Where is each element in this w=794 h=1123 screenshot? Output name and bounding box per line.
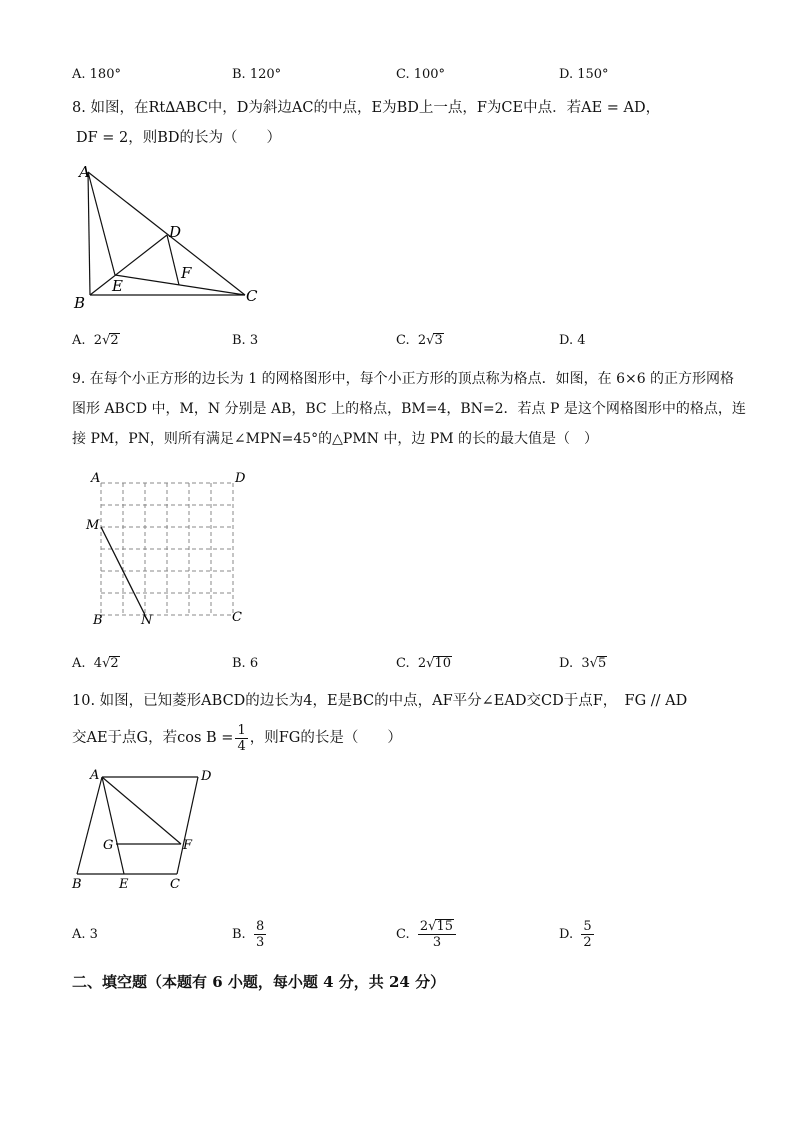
q8-option-b: B. 3	[232, 333, 259, 348]
q7-option-d: D. 150°	[559, 67, 609, 82]
q8-option-a: A. 2√2	[72, 333, 119, 348]
q8-label-d: D	[169, 223, 182, 241]
q9-option-b: B. 6	[232, 656, 259, 671]
q10-label-f: F	[183, 838, 193, 853]
q10-figure	[65, 765, 230, 895]
q10-option-d: D. $\frac{5}{2}$	[559, 918, 592, 950]
q10-text-line1: 10. 如图，已知菱形ABCD的边长为4，E是BC的中点，AF平分∠EAD交CD于点F， FG // AD	[72, 693, 688, 709]
q9-label-b: B	[93, 613, 103, 628]
q9-text-line2: 图形 ABCD 中，M，N 分别是 AB，BC 上的格点，BM=4，BN=2．若点 P 是这个网格图形中的格点，连	[72, 401, 746, 417]
q9-option-d: D. 3√5	[559, 656, 607, 671]
q10-option-a: A. 3	[72, 927, 98, 942]
q10-option-b: B. $\frac{8}{3}$	[232, 918, 265, 950]
q9-figure	[85, 468, 260, 630]
q8-label-c: C	[246, 287, 258, 305]
q8-option-c: C. 2√3	[396, 333, 443, 348]
section-2-heading: 二、填空题（本题有 6 小题，每小题 4 分，共 24 分）	[72, 973, 446, 991]
q8-label-f: F	[181, 264, 192, 282]
q10-text-line2: 交AE于点G，若cos B = $\frac{1}{4}$ ，则FG的长是（ ）	[72, 722, 402, 754]
q9-text-line3: 接 PM，PN，则所有满足∠MPN=45°的△PMN 中，边 PM 的长的最大值是（ ）	[72, 431, 599, 447]
q10-label-a: A	[90, 768, 100, 783]
q8-text-line1: 8. 如图，在Rt∆ABC中，D为斜边AC的中点，E为BD上一点，F为CE中点．若AE = AD，	[72, 100, 661, 116]
q7-option-b: B. 120°	[232, 67, 282, 82]
q10-option-c: C. $\frac{2√15}{3}$	[396, 913, 456, 955]
q7-option-a: A. 180°	[72, 67, 121, 82]
q10-label-g: G	[103, 838, 114, 853]
q9-label-c: C	[232, 610, 242, 625]
q8-figure	[70, 160, 270, 310]
q8-option-d: D. 4	[559, 333, 586, 348]
q8-label-e: E	[112, 277, 123, 295]
q8-text-line2: DF = 2，则BD的长为（ ）	[76, 130, 282, 146]
q9-option-a: A. 4√2	[72, 656, 119, 671]
q9-label-a: A	[91, 471, 101, 486]
q9-option-c: C. 2√10	[396, 656, 452, 671]
q8-label-a: A	[79, 163, 90, 181]
q9-label-m: M	[86, 518, 100, 533]
q10-label-b: B	[72, 877, 82, 892]
q9-label-d: D	[235, 471, 246, 486]
q10-label-c: C	[170, 877, 180, 892]
q10-label-e: E	[119, 877, 129, 892]
q10-cos-fraction: $\frac{1}{4}$	[237, 722, 246, 754]
q10-label-d: D	[201, 769, 212, 784]
q7-option-c: C. 100°	[396, 67, 446, 82]
q9-label-n: N	[141, 613, 153, 628]
q8-label-b: B	[74, 294, 86, 310]
q9-grid	[101, 483, 233, 615]
q9-text-line1: 9. 在每个小正方形的边长为 1 的网格图形中，每个小正方形的顶点称为格点．如图，在 6×6 的正方形网格	[72, 371, 735, 387]
